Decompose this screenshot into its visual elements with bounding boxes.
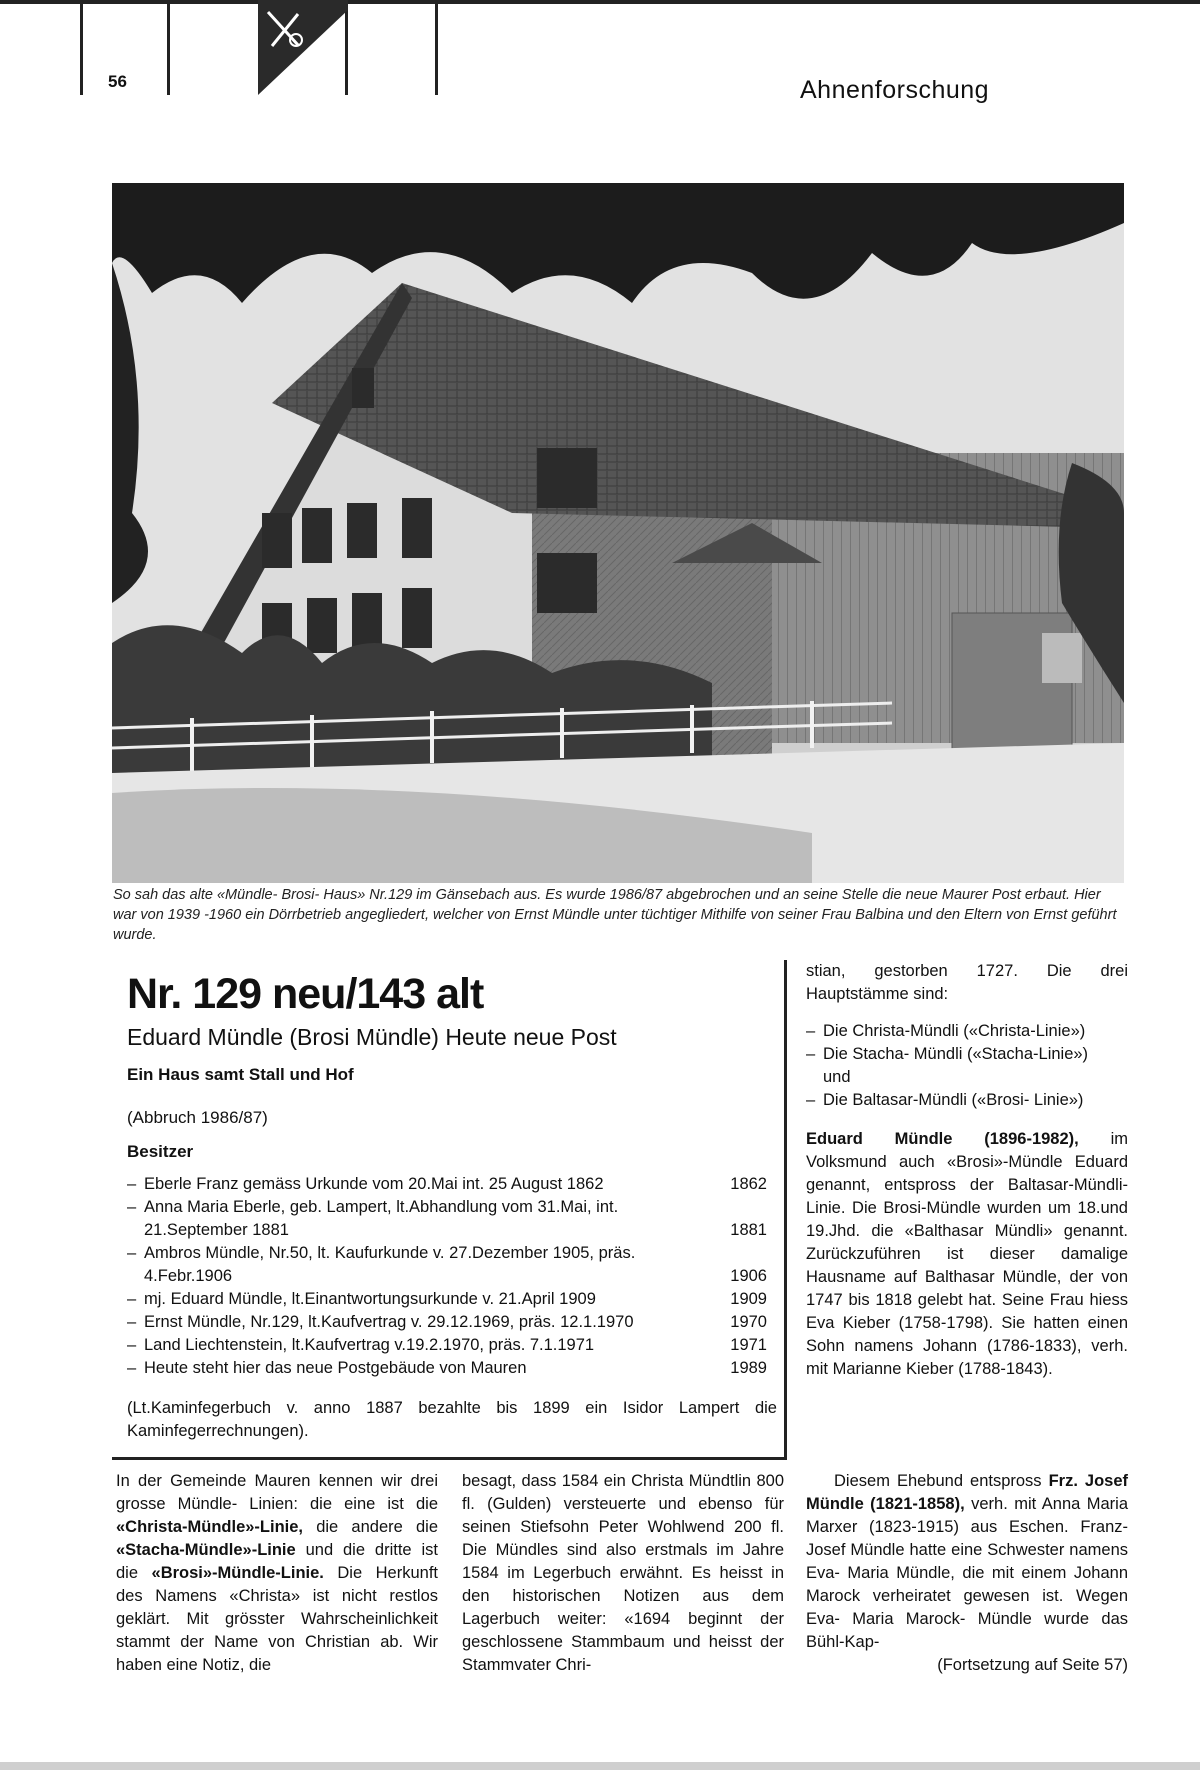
photo-caption: So sah das alte «Mündle- Brosi- Haus» Nr.129 im Gänsebach aus. Es wurde 1986/87 abgebrochen und an seine Stelle die neue Maurer Post erbaut. Hier war von 1939 -1960 ein Dörrbetrieb angegliedert, welcher von Ernst Mündle unter tüchtiger Mithilfe von seiner Frau Balbina und den Eltern von Ernst geführt wurde. (113, 887, 1117, 943)
owner-entry: – mj. Eduard Mündle, lt.Einantwortungsurkunde v. 21.April 1909 1909 (127, 1290, 767, 1308)
owner-entry: – Land Liechtenstein, lt.Kaufvertrag v.19.2.1970, präs. 7.1.1971 1971 (127, 1336, 767, 1354)
owner-entry: – Anna Maria Eberle, geb. Lampert, lt.Abhandlung vom 31.Mai, int. 21.September 1881 1881 (127, 1198, 767, 1239)
page-header (0, 0, 1200, 104)
lineage-item: – Die Baltasar-Mündli («Brosi- Linie») (806, 1091, 1084, 1109)
coat-of-arms-icon (258, 0, 348, 95)
eduard-name: Eduard Mündle (1896-1982), (806, 1130, 1079, 1148)
right-column (806, 960, 1128, 1381)
article-column-2 (462, 1470, 784, 1677)
demolition-note: (Abbruch 1986/87) (127, 1108, 268, 1127)
continuation-note: (Fortsetzung auf Seite 57) (937, 1656, 1128, 1674)
header-divider (80, 0, 83, 95)
article-column-3 (806, 1470, 1128, 1677)
page-bottom-edge (0, 1762, 1200, 1770)
article-paragraph: In der Gemeinde Mauren kennen wir drei grosse Mündle- Linien: die eine ist die «Christa-Mündle»-Linie, die andere die «Stacha-Mündle»-Linie und die dritte ist die «Brosi»-Mündle-Linie. Die Herkunft des Namens «Christa» ist nicht restlos geklärt. Mit grösster Wahrscheinlichkeit stammt der Name von Christian ab. Wir haben eine Notiz, die (116, 1472, 438, 1674)
property-title: Nr. 129 neu/143 alt (127, 970, 484, 1018)
section-title: Ahnenforschung (800, 76, 990, 104)
chimney-sweep-note: (Lt.Kaminfegerbuch v. anno 1887 bezahlte bis 1899 ein Isidor Lampert die Kaminfegerrechnungen). (127, 1399, 777, 1440)
eduard-paragraph: Eduard Mündle (1896-1982), im Volksmund auch «Brosi»-Mündle Eduard genannt, entspross der Baltasar-Mündli-Linie. Die Brosi-Mündle wurden um 18.und 19.Jhd. die «Balthasar Mündli» genannt. Zurückzuführen ist dieser damalige Hausname auf Balthasar Mündle, der von 1747 bis 1818 gelebt hat. Seine Frau hiess Eva Kieber (1758-1798). Sie hatten einen Sohn namens Johann (1786-1833), verh. mit Marianne Kieber (1788-1843). (806, 1130, 1128, 1378)
lineage-intro: stian, gestorben 1727. Die drei Hauptstämme sind: (806, 962, 1128, 1003)
lineage-item: – Die Stacha- Mündli («Stacha-Linie») (806, 1045, 1089, 1063)
lineage-item: – Die Christa-Mündli («Christa-Linie») (806, 1022, 1086, 1040)
owner-entry: – Ambros Mündle, Nr.50, lt. Kaufurkunde v. 27.Dezember 1905, präs. 4.Febr.1906 1906 (127, 1244, 767, 1285)
article-paragraph: Diesem Ehebund entspross Frz. Josef Mündle (1821-1858), verh. mit Anna Maria Marxer (1823-1915) aus Eschen. Franz-Josef Mündle hatte eine Schwester namens Eva- Maria Mündle, die mit einem Johann Marock verheiratet gewesen ist. Wegen Eva- Maria Marock- Mündle wurde das Bühl-Kap- (806, 1472, 1129, 1651)
header-rule (0, 0, 1200, 4)
owner-entry: – Ernst Mündle, Nr.129, lt.Kaufvertrag v. 29.12.1969, präs. 12.1.1970 1970 (127, 1313, 767, 1331)
header-divider (435, 0, 438, 95)
property-heading: Ein Haus samt Stall und Hof (127, 1065, 354, 1084)
owner-entry: – Eberle Franz gemäss Urkunde vom 20.Mai int. 25 August 1862 1862 (127, 1175, 767, 1193)
house-photo (112, 183, 1124, 883)
property-box (112, 960, 787, 1460)
owners-heading: Besitzer (127, 1142, 194, 1161)
property-subtitle: Eduard Mündle (Brosi Mündle) Heute neue Post (127, 1024, 617, 1050)
page-number: 56 (108, 72, 127, 91)
owners-list (127, 1173, 767, 1380)
lineage-list (806, 1020, 1128, 1112)
article-paragraph: besagt, dass 1584 ein Christa Mündtlin 800 fl. (Gulden) versteuerte und ebenso für seinen Stiefsohn Peter Wohlwend 200 fl. Die Mündles sind also erstmals im Jahre 1584 im Legerbuch erwähnt. Es heisst in den historischen Notizen aus dem Lagerbuch weiter: «1694 beginnt der geschlossene Stammbaum und heisst der Stammvater Chri- (462, 1472, 784, 1674)
lineage-connector: und (823, 1068, 851, 1086)
header-divider (167, 0, 170, 95)
owner-entry: – Heute steht hier das neue Postgebäude von Mauren 1989 (127, 1359, 767, 1377)
article-column-1 (116, 1470, 438, 1677)
